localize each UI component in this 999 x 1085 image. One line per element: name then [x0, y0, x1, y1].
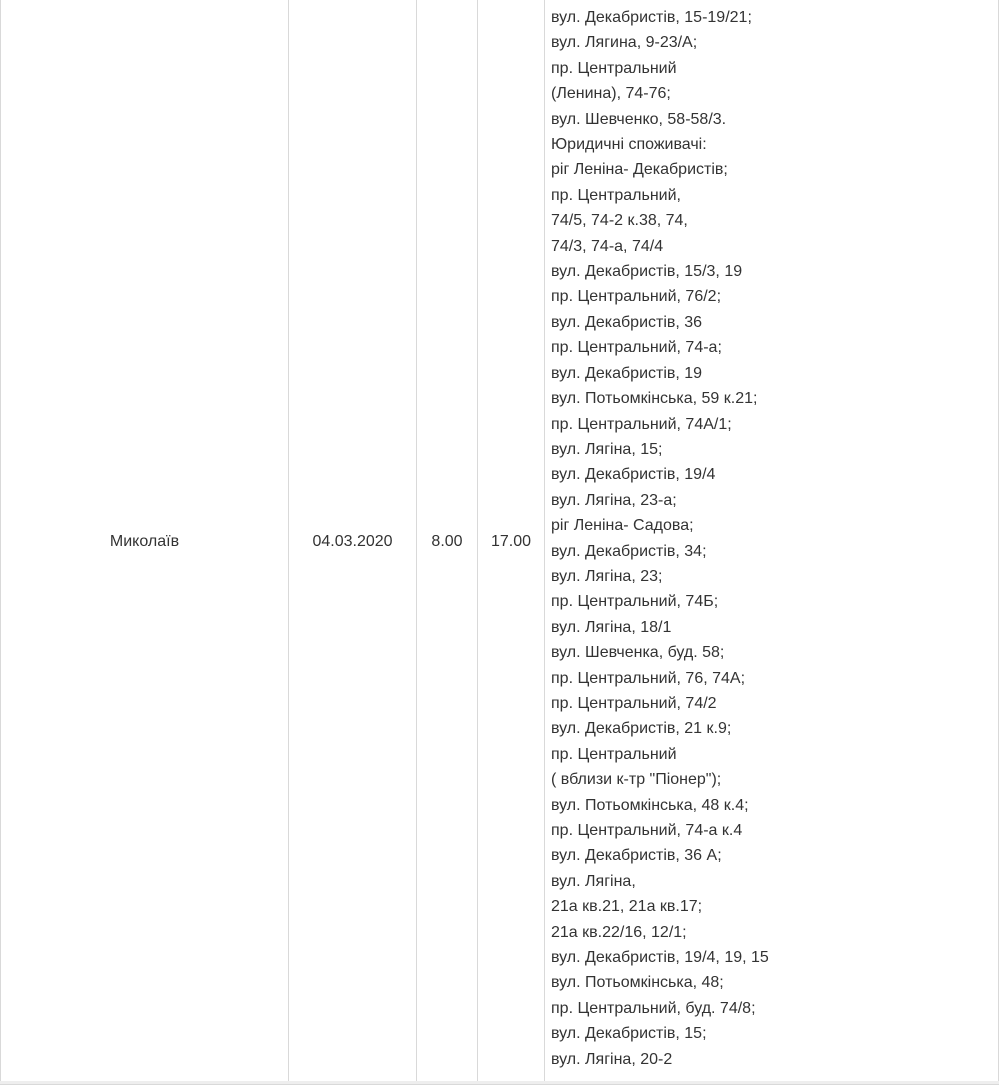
address-line: вул. Лягіна, 15; [551, 440, 663, 458]
address-line: пр. Центральний, 74Б; [551, 593, 719, 611]
address-line: вул. Декабристів, 15/3, 19 [551, 263, 743, 281]
address-line: ріг Леніна- Садова; [551, 517, 694, 535]
address-line: пр. Центральний, буд. 74/8; [551, 999, 756, 1017]
address-line: пр. Центральний, 76/2; [551, 288, 722, 306]
address-line: пр. Центральний, 76, 74А; [551, 669, 746, 687]
address-line: 74/3, 74-а, 74/4 [551, 237, 664, 255]
address-line: вул. Потьомкінська, 48; [551, 974, 724, 992]
address-line: вул. Декабристів, 19/4, 19, 15 [551, 949, 769, 967]
address-line: пр. Центральний, 74/2 [551, 694, 717, 712]
address-line: вул. Декабристів, 19/4 [551, 466, 716, 484]
address-line: ( вблизи к-тр "Піонер"); [551, 771, 722, 789]
address-line: ріг Леніна- Декабристів; [551, 161, 728, 179]
address-line: Юридичні споживачі: [551, 136, 707, 154]
address-line: 21а кв.22/16, 12/1; [551, 923, 687, 941]
end-time-cell: 17.00 [478, 0, 545, 1085]
address-line: пр. Центральний [551, 745, 677, 763]
address-line: пр. Центральний, 74-а к.4 [551, 822, 743, 839]
address-line: (Ленина), 74-76; [551, 85, 671, 103]
addresses-cell [545, 0, 999, 1085]
address-line: пр. Центральний, 74А/1; [551, 415, 732, 433]
address-line: вул. Декабристів, 15; [551, 1025, 707, 1043]
address-line: вул. Лягина, 9-23/А; [551, 34, 698, 52]
date-cell: 04.03.2020 [289, 0, 417, 1085]
address-line: вул. Декабристів, 19 [551, 364, 703, 382]
address-line: вул. Лягіна, 23-а; [551, 491, 677, 509]
table-row [1, 0, 999, 1085]
city-cell: Миколаїв [1, 0, 289, 1085]
address-line: вул. Лягіна, 18/1 [551, 618, 672, 636]
address-line: вул. Лягіна, 23; [551, 567, 663, 585]
address-line: вул. Декабристів, 15-19/21; [551, 9, 752, 26]
address-line: 21а кв.21, 21а кв.17; [551, 898, 703, 916]
address-line: пр. Центральний, 74-а; [551, 339, 722, 357]
address-line: пр. Центральний [551, 59, 677, 77]
address-line: вул. Потьомкінська, 48 к.4; [551, 796, 749, 814]
start-time-cell: 8.00 [417, 0, 478, 1085]
address-line: вул. Декабристів, 34; [551, 542, 707, 560]
address-line: вул. Шевченко, 58-58/3. [551, 110, 727, 128]
address-line: вул. Лягіна, 20-2 [551, 1050, 673, 1068]
address-line: пр. Центральний, [551, 186, 681, 204]
address-line: вул. Декабристів, 21 к.9; [551, 720, 732, 738]
address-line: вул. Декабристів, 36 А; [551, 847, 722, 865]
address-line: вул. Шевченка, буд. 58; [551, 644, 725, 662]
address-line: вул. Лягіна, [551, 872, 636, 890]
address-line: вул. Декабристів, 36 [551, 313, 703, 331]
address-line: вул. Потьомкінська, 59 к.21; [551, 390, 758, 408]
address-line: 74/5, 74-2 к.38, 74, [551, 212, 688, 230]
